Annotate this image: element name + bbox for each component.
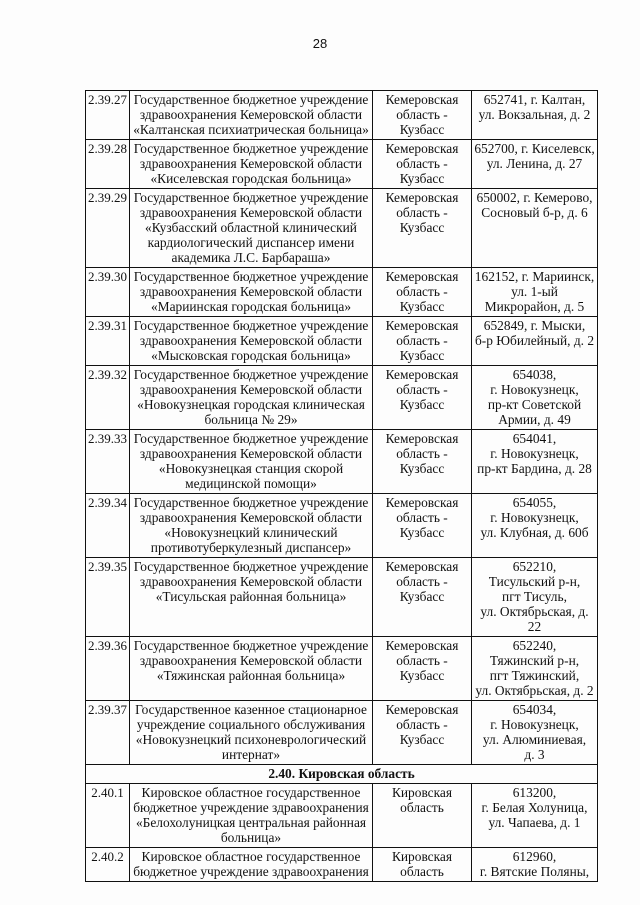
- address-line: 654041,: [512, 431, 557, 446]
- region-name-line: Кузбасс: [399, 220, 445, 235]
- region-name-line: область -: [396, 284, 448, 299]
- table-row: [86, 784, 598, 848]
- organization-name-line: Кировское областное государственное: [141, 785, 361, 800]
- organization-name: [130, 317, 373, 366]
- region-name-line: область -: [396, 653, 448, 668]
- address-line: пгт Тисуль,: [502, 589, 567, 604]
- region-name: [373, 91, 472, 140]
- address: [472, 91, 598, 140]
- address-line: г. Новокузнецк,: [490, 510, 579, 525]
- section-header-row: [86, 765, 598, 784]
- region-name: [373, 558, 472, 637]
- region-name-line: Кемеровская: [385, 367, 459, 382]
- address-line: б-р Юбилейный, д. 2: [474, 333, 595, 348]
- row-number: 2.39.31: [86, 317, 130, 366]
- organization-name: [130, 430, 373, 494]
- organization-name: [130, 848, 373, 882]
- region-name-line: Кемеровская: [385, 559, 459, 574]
- table-row: [86, 268, 598, 317]
- region-name-line: Кузбасс: [399, 732, 445, 747]
- address-line: 612960,: [512, 849, 557, 864]
- organization-name: [130, 366, 373, 430]
- address-line: ул. Октябрьская, д. 2: [475, 683, 594, 698]
- table-body: [86, 91, 598, 882]
- address-line: ул. Ленина, д. 27: [486, 156, 583, 171]
- organization-name-line: «Калтанская психиатрическая больница»: [133, 122, 369, 137]
- address-line: ул. Чапаева, д. 1: [488, 815, 581, 830]
- organization-name-line: бюджетное учреждение здравоохранения: [133, 864, 369, 879]
- address-line: д. 3: [524, 747, 545, 762]
- organization-name-line: больница»: [220, 830, 282, 845]
- organization-name-line: «Тяжинская районная больница»: [156, 668, 346, 683]
- region-name: [373, 637, 472, 701]
- region-name-line: область -: [396, 156, 448, 171]
- address-line: г. Вятские Поляны,: [479, 864, 590, 879]
- table-row: [86, 366, 598, 430]
- organization-name-line: Государственное бюджетное учреждение: [133, 495, 369, 510]
- organization-name-line: Государственное бюджетное учреждение: [133, 92, 369, 107]
- address-line: 652700, г. Киселевск,: [474, 141, 595, 156]
- address-line: Сосновый б-р, д. 6: [481, 205, 588, 220]
- section-title: 2.40. Кировская область: [86, 765, 598, 784]
- region-name-line: Кузбасс: [399, 122, 445, 137]
- organization-name-line: учреждение социального обслуживания: [136, 717, 366, 732]
- organization-name-line: «Киселевская городская больница»: [150, 171, 352, 186]
- table-row: [86, 91, 598, 140]
- address: [472, 701, 598, 765]
- address: [472, 848, 598, 882]
- organization-name-line: здравоохранения Кемеровской области: [139, 107, 363, 122]
- address-line: 654034,: [512, 702, 557, 717]
- organization-name-line: бюджетное учреждение здравоохранения: [133, 800, 369, 815]
- region-name-line: Кемеровская: [385, 638, 459, 653]
- address: [472, 268, 598, 317]
- region-name-line: Кировская: [391, 785, 453, 800]
- address-line: Микрорайон, д. 5: [484, 299, 585, 314]
- region-name-line: Кузбасс: [399, 525, 445, 540]
- region-name-line: область -: [396, 333, 448, 348]
- address-line: г. Белая Холуница,: [481, 800, 588, 815]
- organization-name-line: «Тисульская районная больница»: [155, 589, 347, 604]
- organization-name-line: Кировское областное государственное: [141, 849, 361, 864]
- table-row: [86, 848, 598, 882]
- region-name: [373, 189, 472, 268]
- organization-name-line: противотуберкулезный диспансер»: [150, 540, 352, 555]
- address-line: Тяжинский р-н,: [489, 653, 580, 668]
- address-line: ул. 1-ый: [511, 284, 558, 299]
- organization-name: [130, 268, 373, 317]
- row-number: 2.39.30: [86, 268, 130, 317]
- region-name: [373, 140, 472, 189]
- address-line: Тисульский р-н,: [488, 574, 581, 589]
- region-name-line: область -: [396, 574, 448, 589]
- region-name-line: область -: [396, 717, 448, 732]
- region-name-line: Кузбасс: [399, 397, 445, 412]
- organization-name: [130, 91, 373, 140]
- organization-name-line: кардиологический диспансер имени: [147, 235, 355, 250]
- region-name: [373, 268, 472, 317]
- organization-name-line: Государственное бюджетное учреждение: [133, 318, 369, 333]
- address-line: ул. Октябрьская, д. 22: [480, 604, 589, 634]
- region-name-line: Кемеровская: [385, 269, 459, 284]
- address-line: пр-кт Советской: [487, 397, 582, 412]
- region-name-line: Кемеровская: [385, 92, 459, 107]
- organization-name-line: «Мариинская городская больница»: [150, 299, 352, 314]
- table-row: [86, 189, 598, 268]
- organization-name-line: медицинской помощи»: [185, 476, 317, 491]
- organization-name-line: «Новокузнецкий психоневрологический: [135, 732, 367, 747]
- address-line: 652240,: [512, 638, 557, 653]
- organization-name: [130, 558, 373, 637]
- organization-name-line: Государственное бюджетное учреждение: [133, 141, 369, 156]
- region-name-line: область: [400, 800, 444, 815]
- address-line: 654038,: [512, 367, 557, 382]
- region-name: [373, 784, 472, 848]
- organization-name-line: Государственное казенное стационарное: [135, 702, 367, 717]
- address: [472, 494, 598, 558]
- region-name-line: Кузбасс: [399, 171, 445, 186]
- organization-name-line: «Новокузнецкая городская клиническая: [137, 397, 365, 412]
- organization-name: [130, 140, 373, 189]
- address-line: ул. Клубная, д. 60б: [480, 525, 589, 540]
- region-name-line: Кемеровская: [385, 141, 459, 156]
- region-name: [373, 317, 472, 366]
- address-line: ул. Алюминиевая,: [482, 732, 587, 747]
- region-name-line: Кировская: [391, 849, 453, 864]
- region-name-line: область -: [396, 510, 448, 525]
- region-name-line: область -: [396, 107, 448, 122]
- address-line: г. Новокузнецк,: [490, 717, 579, 732]
- address: [472, 317, 598, 366]
- address-line: 652741, г. Калтан,: [483, 92, 586, 107]
- organization-name-line: «Мысковская городская больница»: [151, 348, 351, 363]
- organization-name-line: интернат»: [221, 747, 281, 762]
- region-name: [373, 848, 472, 882]
- organization-name: [130, 637, 373, 701]
- table-row: [86, 140, 598, 189]
- address-line: г. Новокузнецк,: [490, 446, 579, 461]
- organization-name-line: Государственное бюджетное учреждение: [133, 431, 369, 446]
- table-row: [86, 494, 598, 558]
- row-number: 2.39.27: [86, 91, 130, 140]
- row-number: 2.39.34: [86, 494, 130, 558]
- organization-name-line: Государственное бюджетное учреждение: [133, 559, 369, 574]
- row-number: 2.39.28: [86, 140, 130, 189]
- organization-name-line: здравоохранения Кемеровской области: [139, 333, 363, 348]
- region-name-line: Кузбасс: [399, 299, 445, 314]
- address-line: пр-кт Бардина, д. 28: [477, 461, 592, 476]
- region-name-line: Кузбасс: [399, 461, 445, 476]
- region-name-line: Кемеровская: [385, 318, 459, 333]
- address-line: 650002, г. Кемерово,: [476, 190, 593, 205]
- organization-name: [130, 494, 373, 558]
- region-name-line: область -: [396, 205, 448, 220]
- row-number: 2.39.32: [86, 366, 130, 430]
- organization-name-line: больница № 29»: [204, 412, 298, 427]
- region-name-line: Кемеровская: [385, 190, 459, 205]
- row-number: 2.39.36: [86, 637, 130, 701]
- address-line: пгт Тяжинский,: [489, 668, 580, 683]
- region-name: [373, 494, 472, 558]
- address-line: 162152, г. Мариинск,: [474, 269, 595, 284]
- organization-name-line: здравоохранения Кемеровской области: [139, 574, 363, 589]
- organization-name-line: академика Л.С. Барбараша»: [171, 250, 331, 265]
- region-name: [373, 701, 472, 765]
- row-number: 2.40.2: [86, 848, 130, 882]
- address: [472, 784, 598, 848]
- region-name-line: область: [400, 864, 444, 879]
- address-line: 652210,: [512, 559, 557, 574]
- organization-name-line: здравоохранения Кемеровской области: [139, 284, 363, 299]
- organization-name-line: Государственное бюджетное учреждение: [133, 190, 369, 205]
- address: [472, 140, 598, 189]
- row-number: 2.39.37: [86, 701, 130, 765]
- table-row: [86, 701, 598, 765]
- organizations-table: [85, 90, 598, 882]
- region-name: [373, 430, 472, 494]
- organization-name-line: здравоохранения Кемеровской области: [139, 205, 363, 220]
- organization-name-line: Государственное бюджетное учреждение: [133, 638, 369, 653]
- page-number: 28: [312, 36, 328, 51]
- organization-name-line: здравоохранения Кемеровской области: [139, 156, 363, 171]
- region-name-line: область -: [396, 382, 448, 397]
- region-name: [373, 366, 472, 430]
- region-name-line: Кузбасс: [399, 668, 445, 683]
- address-line: 654055,: [512, 495, 557, 510]
- organization-name-line: здравоохранения Кемеровской области: [139, 653, 363, 668]
- region-name-line: Кузбасс: [399, 589, 445, 604]
- address: [472, 189, 598, 268]
- organization-name-line: здравоохранения Кемеровской области: [139, 446, 363, 461]
- organization-name: [130, 189, 373, 268]
- address: [472, 430, 598, 494]
- table-row: [86, 637, 598, 701]
- organization-name-line: здравоохранения Кемеровской области: [139, 510, 363, 525]
- organization-name-line: Государственное бюджетное учреждение: [133, 269, 369, 284]
- address: [472, 558, 598, 637]
- region-name-line: Кузбасс: [399, 348, 445, 363]
- region-name-line: Кемеровская: [385, 702, 459, 717]
- address: [472, 366, 598, 430]
- row-number: 2.39.35: [86, 558, 130, 637]
- organization-name-line: «Новокузнецкий клинический: [164, 525, 338, 540]
- row-number: 2.39.33: [86, 430, 130, 494]
- row-number: 2.39.29: [86, 189, 130, 268]
- address-line: 613200,: [512, 785, 557, 800]
- address: [472, 637, 598, 701]
- organization-name: [130, 701, 373, 765]
- region-name-line: Кемеровская: [385, 495, 459, 510]
- region-name-line: Кемеровская: [385, 431, 459, 446]
- region-name-line: область -: [396, 446, 448, 461]
- address-line: ул. Вокзальная, д. 2: [478, 107, 591, 122]
- table-row: [86, 317, 598, 366]
- table-row: [86, 430, 598, 494]
- organization-name-line: «Новокузнецкая станция скорой: [158, 461, 344, 476]
- organization-name-line: «Кузбасский областной клинический: [145, 220, 357, 235]
- row-number: 2.40.1: [86, 784, 130, 848]
- organization-name-line: здравоохранения Кемеровской области: [139, 382, 363, 397]
- organization-name-line: «Белохолуницкая центральная районная: [135, 815, 367, 830]
- organization-name: [130, 784, 373, 848]
- organization-name-line: Государственное бюджетное учреждение: [133, 367, 369, 382]
- table-row: [86, 558, 598, 637]
- address-line: Армии, д. 49: [498, 412, 571, 427]
- address-line: г. Новокузнецк,: [490, 382, 579, 397]
- address-line: 652849, г. Мыски,: [483, 318, 586, 333]
